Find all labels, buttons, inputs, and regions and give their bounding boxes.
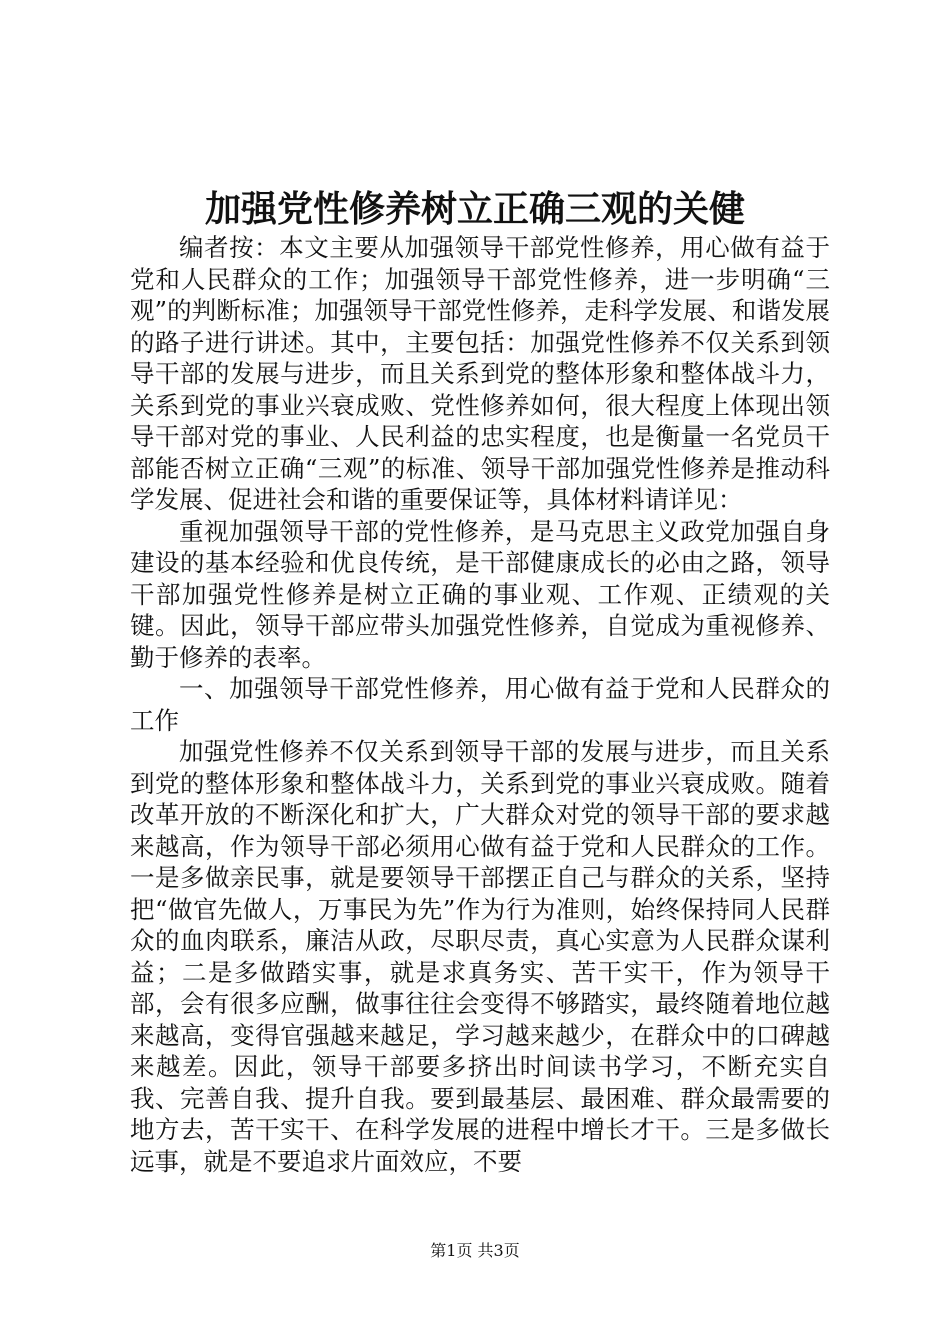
section-heading-1: 一、加强领导干部党性修养，用心做有益于党和人民群众的工作 bbox=[130, 674, 830, 735]
paragraph-section-1: 加强党性修养不仅关系到领导干部的发展与进步，而且关系到党的整体形象和整体战斗力，关系到党的事业兴衰成败。随着改革开放的不断深化和扩大，广大群众对党的领导干部的要求越来越高，作为领导干部必须用心做有益于党和人民群众的工作。一是多做亲民事，就是要领导干部摆正自己与群众的关系，坚持把“做官先做人，万事民为先”作为行为准则，始终保持同人民群众的血肉联系，廉洁从政，尽职尽责，真心实意为人民群众谋利益；二是多做踏实事，就是求真务实、苦干实干，作为领导干部，会有很多应酬，做事往往会变得不够踏实，最终随着地位越来越高，变得官强越来越足，学习越来越少，在群众中的口碑越来越差。因此，领导干部要多挤出时间读书学习，不断充实自我、完善自我、提升自我。要到最基层、最困难、群众最需要的地方去，苦干实干、在科学发展的进程中增长才干。三是多做长远事，就是不要追求片面效应，不要 bbox=[130, 737, 830, 1176]
document-body bbox=[130, 232, 830, 1177]
document-title: 加强党性修养树立正确三观的关健 bbox=[204, 188, 745, 230]
page-number-footer: 第1页 共3页 bbox=[430, 1241, 520, 1260]
paragraph-intro: 重视加强领导干部的党性修养，是马克思主义政党加强自身建设的基本经验和优良传统，是干部健康成长的必由之路，领导干部加强党性修养是树立正确的事业观、工作观、正绩观的关键。因此，领导干部应带头加强党性修养，自觉成为重视修养、勤于修养的表率。 bbox=[130, 516, 830, 672]
paragraph-editor-note: 编者按：本文主要从加强领导干部党性修养，用心做有益于党和人民群众的工作；加强领导干部党性修养，进一步明确“三观”的判断标准；加强领导干部党性修养，走科学发展、和谐发展的路子进行讲述。其中，主要包括：加强党性修养不仅关系到领导干部的发展与进步，而且关系到党的整体形象和整体战斗力，关系到党的事业兴衰成败、党性修养如何，很大程度上体现出领导干部对党的事业、人民利益的忠实程度，也是衡量一名党员干部能否树立正确“三观”的标准、领导干部加强党性修养是推动科学发展、促进社会和谐的重要保证等，具体材料请详见： bbox=[130, 233, 830, 514]
